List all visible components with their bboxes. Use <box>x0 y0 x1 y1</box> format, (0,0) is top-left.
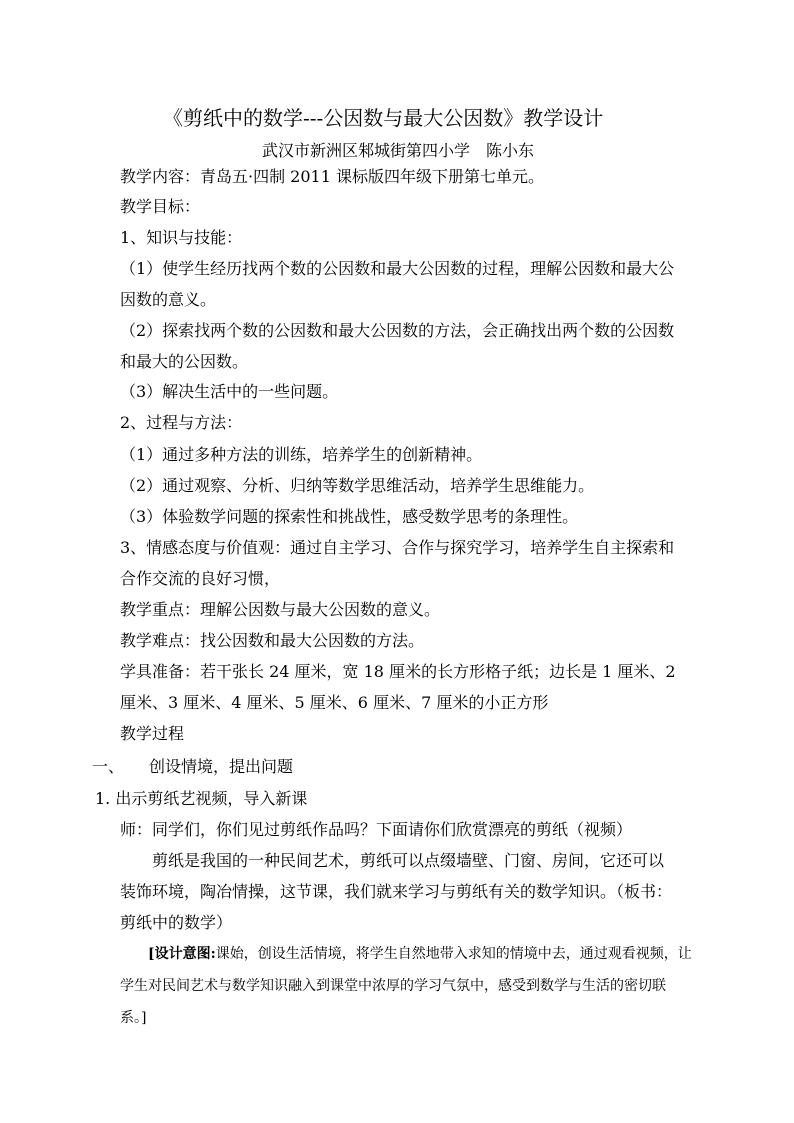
goal3-line2: 合作交流的良好习惯， <box>120 569 281 588</box>
teacher-line: 师：同学们，你们见过剪纸作品吗？下面请你们欣赏漂亮的剪纸（视频） <box>120 820 633 839</box>
design-intent-text: 课始，创设生活情境，将学生自然地带入求知的情境中去，通过观看视频，让 <box>215 946 692 962</box>
goal2-item3: （3）体验数学问题的探索性和挑战性，感受数学思考的条理性。 <box>120 507 579 526</box>
design-intent-line2: 学生对民间艺术与数学知识融入到课堂中浓厚的学习气氛中，感受到数学与生活的密切联 <box>120 978 666 994</box>
goal1-item1-line1: （1）使学生经历找两个数的公因数和最大公因数的过程，理解公因数和最大公 <box>120 259 675 278</box>
goal1-item3: （3）解决生活中的一些问题。 <box>120 382 339 401</box>
goal2-item2: （2）通过观察、分析、归纳等数学思维活动，培养学生思维能力。 <box>120 476 595 495</box>
goal2-heading: 2、过程与方法： <box>120 413 243 432</box>
goal1-item2-line1: （2）探索找两个数的公因数和最大公因数的方法，会正确找出两个数的公因数 <box>120 321 675 340</box>
goal1-heading: 1、知识与技能： <box>120 228 243 247</box>
goals-heading: 教学目标： <box>120 197 201 216</box>
design-intent-label: [设计意图: <box>148 946 216 962</box>
design-intent-line1 <box>148 945 692 963</box>
goal3-line1: 3、情感态度与价值观：通过自主学习、合作与探究学习，培养学生自主探索和 <box>120 538 675 557</box>
materials-line2: 厘米、3 厘米、4 厘米、5 厘米、6 厘米、7 厘米的小正方形 <box>120 693 549 712</box>
goal2-item1: （1）通过多种方法的训练，培养学生的创新精神。 <box>120 445 483 464</box>
process-heading: 教学过程 <box>120 724 185 743</box>
materials-line1: 学具准备：若干张长 24 厘米，宽 18 厘米的长方形格子纸；边长是 1 厘米、2 <box>120 662 676 681</box>
paragraph-line3: 剪纸中的数学） <box>120 913 233 932</box>
section1-number: 一、 <box>92 757 125 776</box>
paragraph-line2: 装饰环境，陶冶情操，这节课，我们就来学习与剪纸有关的数学知识。（板书： <box>120 882 673 901</box>
author-line: 武汉市新洲区邾城街第四小学 陈小东 <box>262 141 535 160</box>
paragraph-line1: 剪纸是我国的一种民间艺术，剪纸可以点缀墙壁、门窗、房间，它还可以 <box>152 851 665 870</box>
key-point: 教学重点：理解公因数与最大公因数的意义。 <box>120 600 441 619</box>
document-title: 《剪纸中的数学---公因数与最大公因数》教学设计 <box>163 106 604 130</box>
step1: 1. 出示剪纸艺视频，导入新课 <box>95 789 308 808</box>
goal1-item2-line2: 和最大的公因数。 <box>120 352 249 371</box>
difficult-point: 教学难点：找公因数和最大公因数的方法。 <box>120 631 425 650</box>
design-intent-line3: 系。] <box>120 1010 147 1026</box>
goal1-item1-line2: 因数的意义。 <box>120 290 217 309</box>
section1-title: 创设情境，提出问题 <box>149 757 294 776</box>
teaching-content: 教学内容：青岛五·四制 2011 课标版四年级下册第七单元。 <box>120 167 544 186</box>
